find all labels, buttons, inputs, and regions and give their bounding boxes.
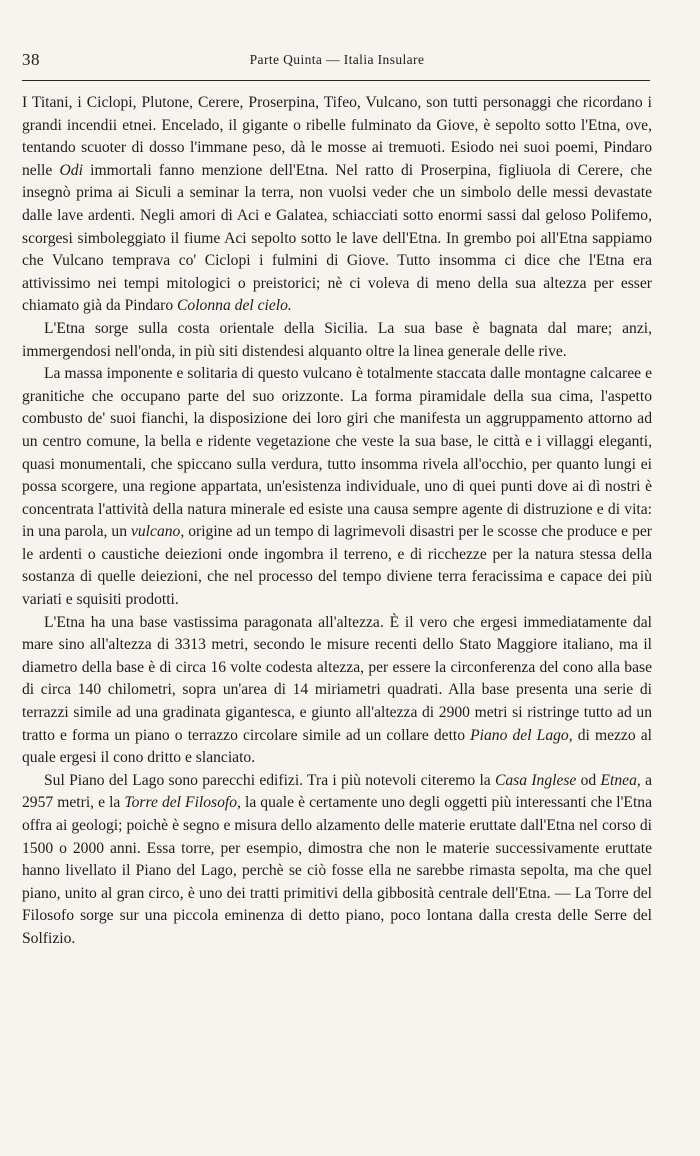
italic-text: Piano del Lago, [470, 726, 573, 744]
header-rule [22, 80, 650, 81]
italic-text: vulcano, [130, 523, 185, 541]
text-segment: od [576, 771, 601, 789]
paragraph [22, 92, 652, 318]
page-header [22, 50, 652, 74]
text-segment: la quale è certamente uno degli oggetti più interessanti che l'Etna offra ai geologi; poichè è segno e misura dello alzamento delle materie eruttate dall'Etna nel corso di 1500 o 2000 anni. Essa torre, per esempio, dimostra che non le materie successivamente eruttate hanno livellato il Piano del Lago, perchè se ciò fosse ella ne sarebbe rimasta sepolta, ma che quel piano, unito al gran circo, è uno dei tratti primitivi della gibbosità centrale dell'Etna. — La Torre del Filosofo sorge sur una piccola eminenza di detto piano, poco lontana dalla cresta delle Serre del Solfizio. [22, 794, 653, 947]
italic-text: Casa Inglese [494, 771, 577, 789]
body-text [22, 92, 652, 951]
paragraph [22, 318, 652, 363]
italic-text: Etnea, [600, 771, 641, 789]
text-segment: immortali fanno menzione dell'Etna. Nel ratto di Proserpina, figliuola di Cerere, che insegnò prima ai Siculi a seminar la terra, non vuolsi veder che un simbolo delle messi devastate dalle lave ardenti. Negli amori di Aci e Galatea, schiacciati sotto enormi sassi dal geloso Polifemo, scorgesi simboleggiato il fiume Aci sepolto sotto le lave dell'Etna. In grembo poi all'Etna sappiamo che Vulcano temprava co' Ciclopi i fulmini di Giove. Tutto insomma ci dice che l'Etna era attivissimo nei tempi mitologici o preistorici; nè ci voleva di meno della sua altezza per esser chiamato già da Pindaro [22, 161, 652, 315]
italic-text: Odi [59, 161, 83, 179]
page-number: 38 [22, 50, 40, 69]
text-segment: L'Etna ha una base vastissima paragonata all'altezza. È il vero che ergesi immediatamente dal mare sino all'altezza di 3313 metri, secondo le misure recenti dello Stato Maggiore italiano, ma il diametro della base è di circa 16 volte codesta altezza, per essere la circonferenza del cono alla base di circa 140 chilometri, sopra un'area di 14 miriametri quadrati. Alla base presenta una serie di terrazzi simile ad una gradinata gigantesca, e giunto all'altezza di 2900 metri si ristringe tutto ad un tratto e forma un piano o terrazzo circolare simile ad un collare detto [22, 613, 652, 744]
text-segment: di mezzo al quale ergesi il cono dritto e slanciato. [22, 726, 652, 767]
text-segment: Sul Piano del Lago sono parecchi edifizi. Tra i più notevoli citeremo la [44, 771, 495, 789]
paragraph [22, 612, 652, 770]
running-head: Parte Quinta — Italia Insulare [249, 52, 425, 67]
paragraph [22, 363, 652, 612]
book-page [22, 0, 678, 1156]
text-segment: L'Etna sorge sulla costa orientale della Sicilia. La sua base è bagnata dal mare; anzi, immergendosi nell'onda, in più siti distendesi alquanto oltre la linea generale delle rive. [22, 319, 652, 360]
text-segment: origine ad un tempo di lagrimevoli disastri per le scosse che produce e per le ardenti o caustiche deiezioni onde ingombra il terreno, e di ricchezze per la natura stessa della sostanza di quelle deiezioni, che nel processo del tempo diviene terra feracissima e capace dei più variati e squisiti prodotti. [22, 523, 652, 609]
text-segment: La massa imponente e solitaria di questo vulcano è totalmente staccata dalle montagne calcaree e granitiche che occupano parte del suo orizzonte. La forma piramidale della sua cima, l'aspetto combusto de' suoi fianchi, la disposizione dei loro giri che manifesta un aggruppamento attorno ad un centro comune, la bella e ridente vegetazione che veste la sua base, le città e i villaggi eleganti, quasi monumentali, che spiccano sulla verdura, tutto insomma rivela all'occhio, per quanto lungi ei possa scorgere, una regione appartata, un'esistenza individuale, uno di quei punti dove ai dì nostri è concentrata l'attività della natura minerale ed esiste una causa sempre agente di distruzione e di vita: in una parola, un [22, 365, 652, 541]
italic-text: Colonna del cielo. [177, 297, 292, 315]
paragraph [22, 770, 652, 951]
text-segment: I Titani, i Ciclopi, Plutone, Cerere, Proserpina, Tifeo, Vulcano, son tutti personaggi che ricordano i grandi incendii etnei. Encelado, il gigante o ribelle fulminato da Giove, è sepolto sotto l'Etna, ove, tentando scuoter di dosso l'immane peso, dà le mosse ai tremuoti. Esiodo nei suoi poemi, Pindaro nelle [22, 94, 652, 179]
text-segment: a 2957 metri, e la [22, 771, 652, 812]
italic-text: Torre del Filosofo, [124, 794, 241, 812]
